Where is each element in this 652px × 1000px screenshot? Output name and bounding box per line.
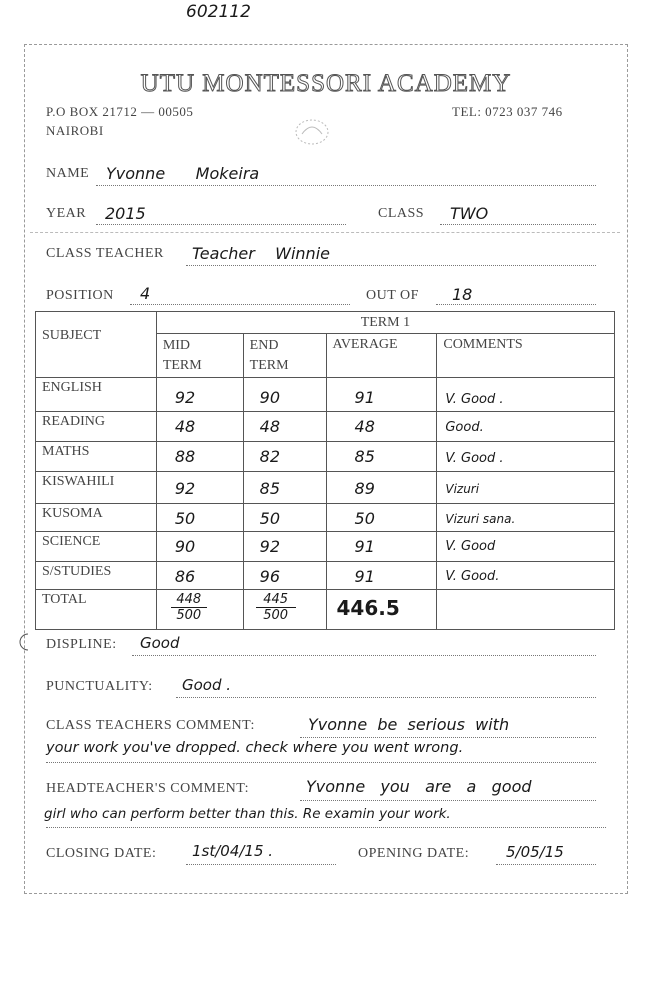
comment: V. Good . [437,442,615,472]
end-term-score: 50 [243,504,326,532]
total-label: TOTAL [36,590,157,630]
end-term-score: 85 [243,472,326,504]
totals-row [36,590,615,630]
average-score: 91 [326,562,437,590]
class-teacher-comment-label: CLASS TEACHERS COMMENT: [46,718,255,733]
comment: Vizuri [437,472,615,504]
mid-term-header: MID TERM [156,334,243,378]
average-score: 48 [326,412,437,442]
mid-term-score: 92 [156,378,243,412]
headteacher-comment-label: HEADTEACHER'S COMMENT: [46,781,249,796]
headteacher-comment-line2: girl who can perform better than this. Re examin your work. [44,806,451,822]
class-teacher-label: CLASS TEACHER [46,246,164,261]
grades-table [35,311,615,630]
average-total: 446.5 [326,590,437,630]
end-term-score: 90 [243,378,326,412]
table-row [36,412,615,442]
subject-name: SCIENCE [36,532,157,562]
comment: V. Good . [437,378,615,412]
subject-name: MATHS [36,442,157,472]
average-score: 91 [326,532,437,562]
closing-date-value: 1st/04/15 . [192,842,274,860]
school-po-box: P.O BOX 21712 — 00505 [46,104,194,119]
position-label: POSITION [46,288,114,303]
school-tel: TEL: 0723 037 746 [452,104,563,119]
comment: Vizuri sana. [437,504,615,532]
comment-total-empty [437,590,615,630]
class-teacher-comment-line2: your work you've dropped. check where you went wrong. [46,740,464,756]
average-score: 89 [326,472,437,504]
table-row [36,504,615,532]
punctuality-value: Good . [182,676,232,694]
end-term-header: END TERM [243,334,326,378]
comments-header: COMMENTS [437,334,615,378]
term-header: TERM 1 [156,312,614,334]
class-teacher-comment-line1: Yvonne be serious with [308,715,510,734]
year-value: 2015 [105,204,146,223]
average-header: AVERAGE [326,334,437,378]
discipline-label: DISPLINE: [46,637,117,652]
comment: V. Good. [437,562,615,590]
headteacher-comment-line1: Yvonne you are a good [306,777,532,796]
out-of-value: 18 [452,285,473,304]
mid-term-total: 448 500 [156,590,243,630]
end-term-score: 48 [243,412,326,442]
subject-header: SUBJECT [36,312,157,378]
opening-date-value: 5/05/15 [506,843,564,861]
class-teacher-value: Teacher Winnie [192,244,330,263]
comment: V. Good [437,532,615,562]
table-row [36,472,615,504]
mid-term-score: 88 [156,442,243,472]
table-row [36,562,615,590]
end-term-score: 82 [243,442,326,472]
subject-name: ENGLISH [36,378,157,412]
end-term-score: 92 [243,532,326,562]
table-row [36,532,615,562]
closing-date-label: CLOSING DATE: [46,846,157,861]
punctuality-label: PUNCTUALITY: [46,679,153,694]
school-city: NAIROBI [46,123,104,138]
average-score: 50 [326,504,437,532]
average-score: 91 [326,378,437,412]
mid-term-score: 48 [156,412,243,442]
school-logo-icon [288,112,336,152]
table-row [36,378,615,412]
name-label: NAME [46,166,90,181]
subject-name: S/STUDIES [36,562,157,590]
mid-term-score: 90 [156,532,243,562]
year-label: YEAR [46,206,87,221]
class-value: TWO [450,204,489,223]
discipline-value: Good [140,634,180,652]
mid-term-score: 92 [156,472,243,504]
table-row [36,442,615,472]
subject-name: KISWAHILI [36,472,157,504]
position-value: 4 [140,284,151,303]
subject-name: KUSOMA [36,504,157,532]
reference-number: 602112 [186,2,251,22]
punch-hole-icon [16,632,36,652]
end-term-score: 96 [243,562,326,590]
end-term-total: 445 500 [243,590,326,630]
subject-name: READING [36,412,157,442]
out-of-label: OUT OF [366,288,419,303]
opening-date-label: OPENING DATE: [358,846,470,861]
name-value: Yvonne Mokeira [106,164,260,183]
mid-term-score: 50 [156,504,243,532]
class-label: CLASS [378,206,425,221]
comment: Good. [437,412,615,442]
school-name: UTU MONTESSORI ACADEMY [140,70,512,97]
average-score: 85 [326,442,437,472]
mid-term-score: 86 [156,562,243,590]
